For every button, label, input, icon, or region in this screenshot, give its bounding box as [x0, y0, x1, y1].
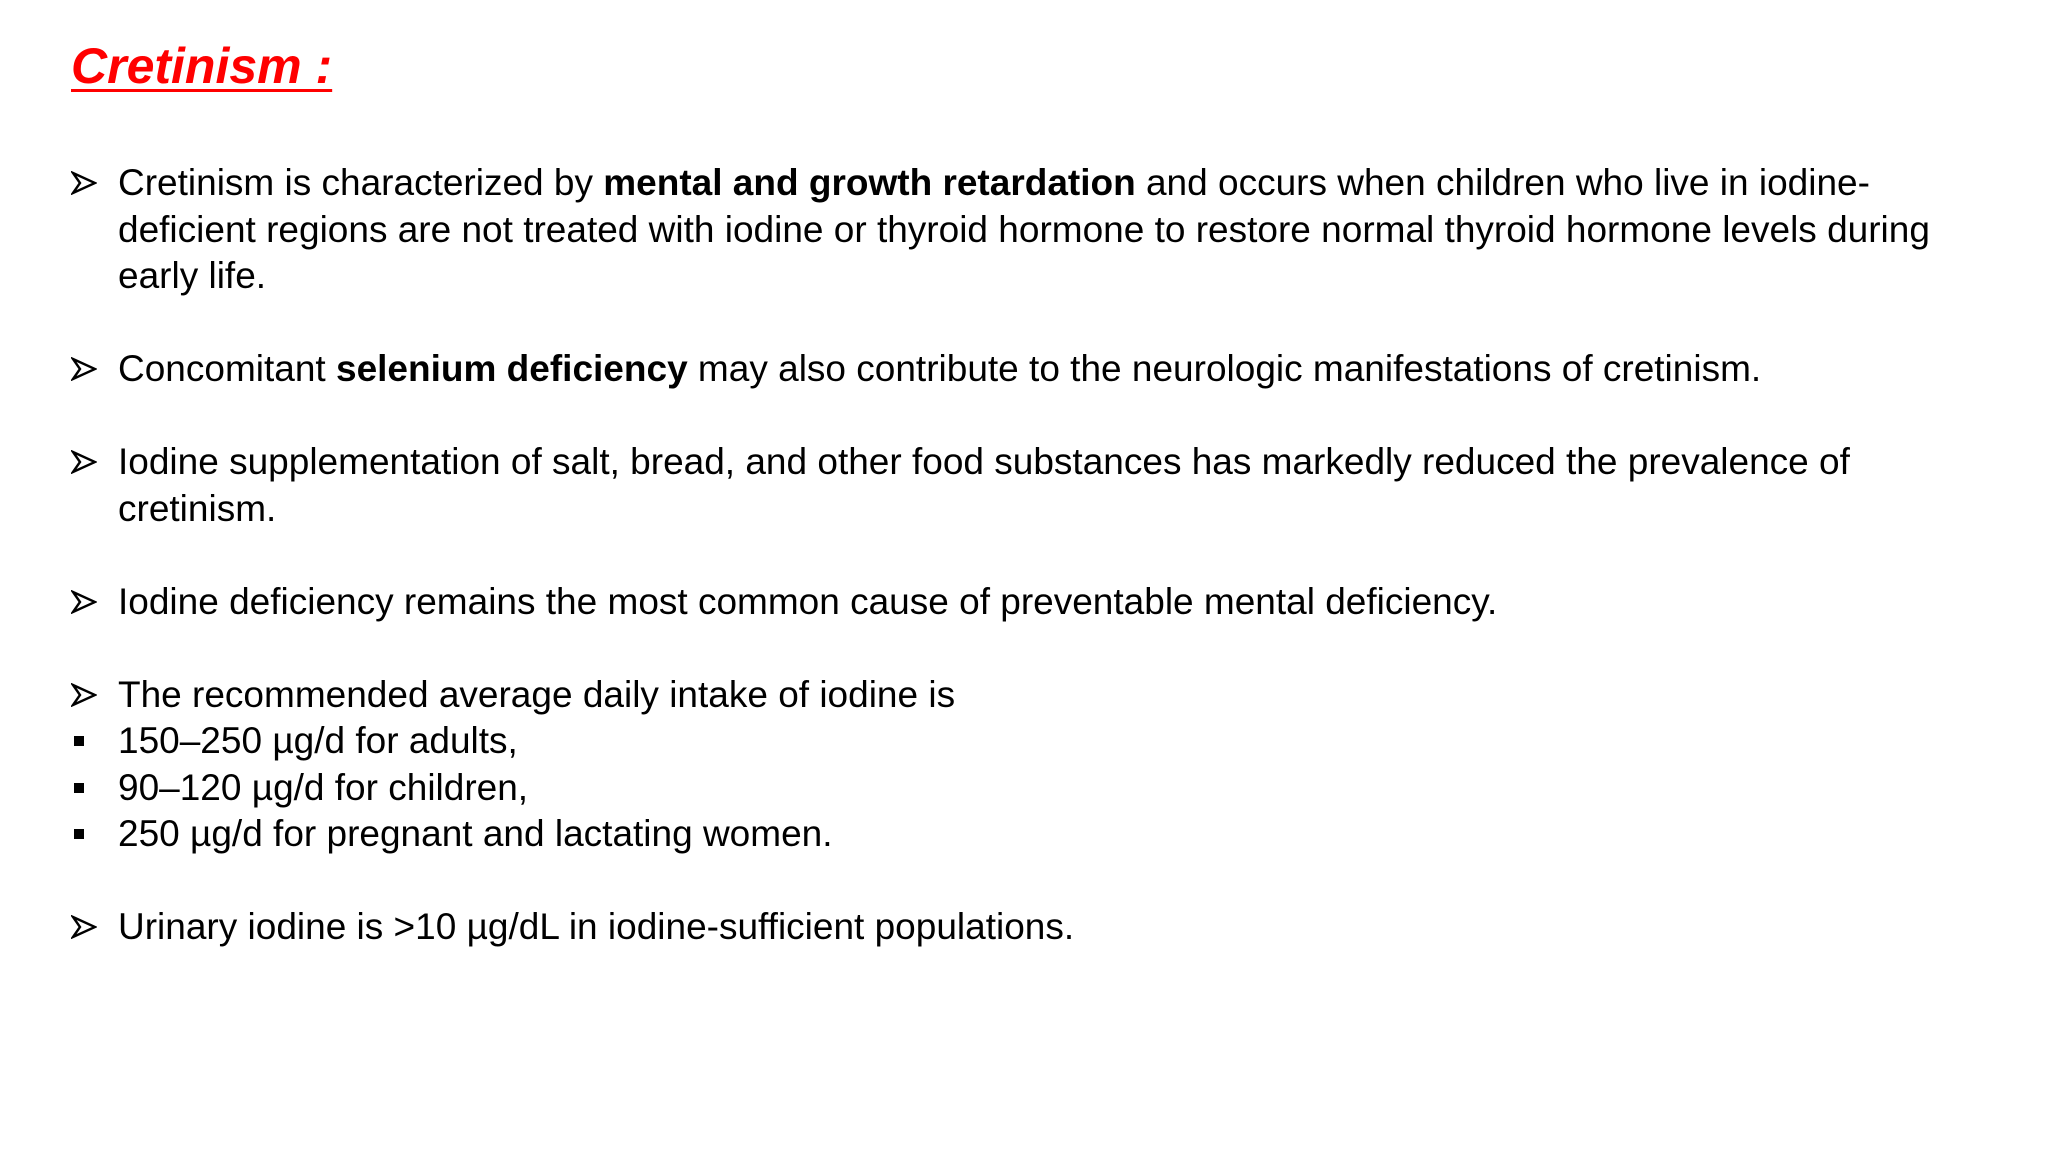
- square-bullet-icon: [71, 718, 101, 765]
- sub-bullet-item: [71, 718, 1971, 765]
- square-bullet-icon: [71, 765, 101, 812]
- bullet-list: [71, 160, 1971, 951]
- sub-bullet-text: 250 µg/d for pregnant and lactating women.: [118, 813, 833, 854]
- slide-title: Cretinism :: [71, 38, 333, 94]
- arrow-bullet-icon: [71, 579, 101, 626]
- bullet-text: Iodine supplementation of salt, bread, and other food substances has markedly reduced the prevalence of cretinism.: [118, 441, 1850, 529]
- sub-bullet-text: 90–120 µg/d for children,: [118, 766, 529, 808]
- sub-bullet-text: 150–250 µg/d for adults,: [118, 720, 518, 761]
- bullet-item: [71, 439, 1971, 532]
- sub-bullet-item: [71, 765, 1971, 812]
- bullet-text: Iodine deficiency remains the most common cause of preventable mental deficiency.: [118, 580, 1498, 622]
- arrow-bullet-icon: [71, 346, 101, 393]
- bullet-item: [71, 904, 1971, 951]
- bullet-item: [71, 160, 1971, 300]
- bullet-text: Urinary iodine is >10 µg/dL in iodine-sufficient populations.: [118, 906, 1075, 947]
- bullet-emphasis: selenium deficiency: [336, 348, 688, 389]
- arrow-bullet-icon: [71, 904, 101, 951]
- arrow-bullet-icon: [71, 439, 101, 486]
- sub-bullet-item: [71, 811, 1971, 858]
- arrow-bullet-icon: [71, 672, 101, 719]
- bullet-emphasis: mental and growth retardation: [603, 162, 1136, 203]
- bullet-text: The recommended average daily intake of iodine is: [118, 673, 956, 715]
- arrow-bullet-icon: [71, 160, 101, 207]
- bullet-text: Concomitant selenium deficiency may also contribute to the neurologic manifestations of cretinism.: [118, 348, 1762, 389]
- square-bullet-icon: [71, 811, 101, 858]
- bullet-text: Cretinism is characterized by mental and growth retardation and occurs when children who live in iodine-deficient regions are not treated with iodine or thyroid hormone to restore normal thyroid hormone levels during early life.: [118, 162, 1930, 296]
- bullet-item: [71, 579, 1971, 626]
- bullet-item: [71, 672, 1971, 719]
- bullet-item: [71, 346, 1971, 393]
